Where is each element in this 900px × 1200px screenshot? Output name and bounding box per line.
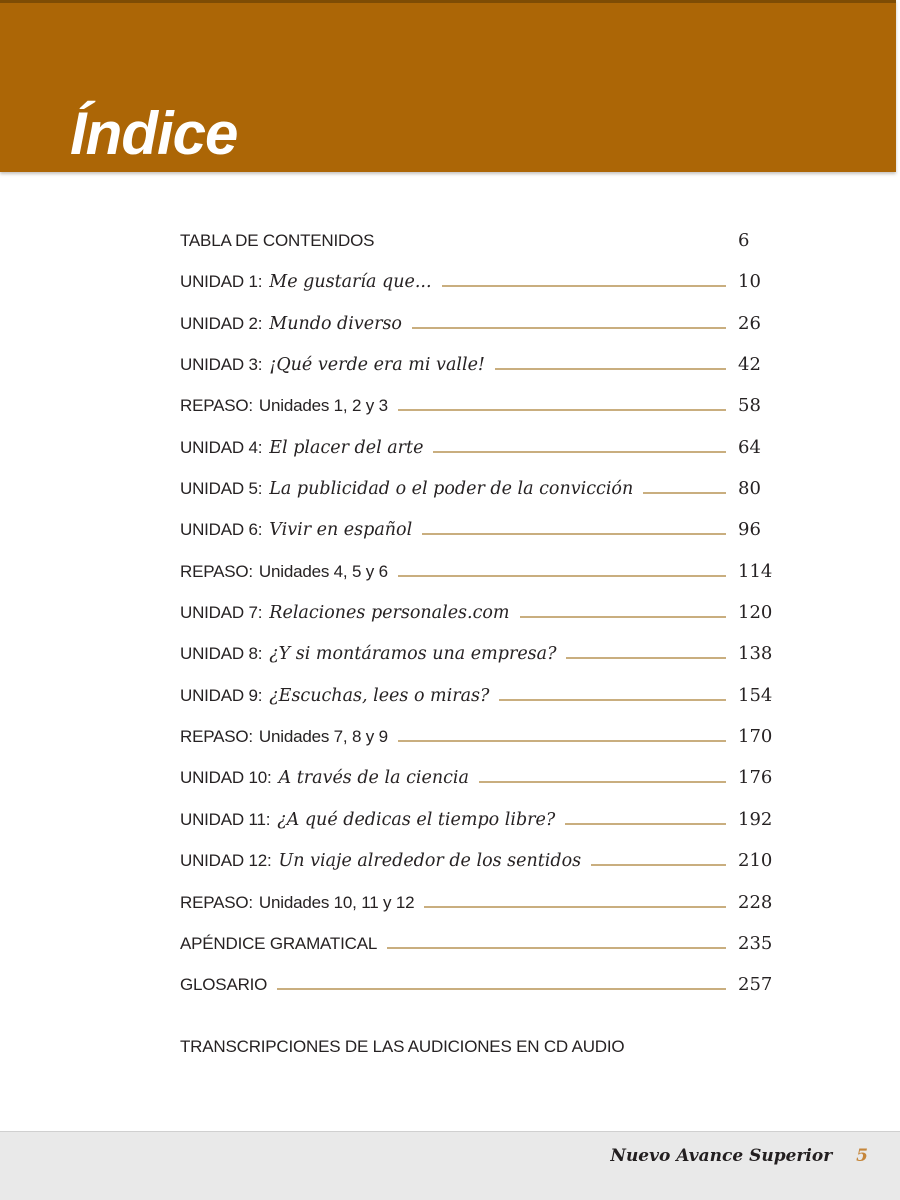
toc-entry-label: REPASO: [180, 396, 253, 416]
toc-entry-label: UNIDAD 3: [180, 355, 263, 375]
leader-line [495, 368, 726, 370]
toc-entry-title: Mundo diverso [269, 313, 402, 334]
toc-entry-label: UNIDAD 1: [180, 272, 263, 292]
toc-entry-label: REPASO: [180, 727, 253, 747]
toc-entry [180, 592, 780, 633]
toc-entry-page-number: 96 [738, 519, 761, 541]
leader-line [520, 616, 726, 618]
toc-entry-title: ¿Y si montáramos una empresa? [269, 644, 557, 665]
toc-entry-page-number: 58 [738, 395, 761, 417]
toc-entry-page-number: 64 [738, 436, 761, 458]
leader-line [422, 533, 726, 535]
toc-entry-title: Unidades 1, 2 y 3 [258, 396, 388, 416]
leader-line [277, 988, 726, 990]
toc-entry-page-number: 176 [738, 767, 773, 789]
toc-entry-label: UNIDAD 10: [180, 768, 272, 788]
toc-entry-title: La publicidad o el poder de la convicción [269, 479, 634, 500]
toc-entry-page-number: 6 [738, 230, 750, 251]
toc-entry [180, 716, 780, 757]
table-of-contents [180, 172, 780, 1067]
toc-footnote: TRANSCRIPCIONES DE LAS AUDICIONES EN CD AUDIO [180, 1036, 625, 1056]
toc-entry-title: Unidades 7, 8 y 9 [258, 727, 388, 747]
toc-entry-label: UNIDAD 9: [180, 685, 263, 705]
toc-entry [180, 509, 780, 550]
leader-line [398, 409, 726, 411]
toc-entry-page-number: 26 [738, 312, 761, 334]
leader-line [433, 451, 726, 453]
toc-entry [180, 882, 780, 923]
toc-entry [180, 757, 780, 798]
leader-line [398, 575, 726, 577]
leader-line [424, 906, 726, 908]
toc-entry-title: ¿A qué dedicas el tiempo libre? [277, 809, 556, 830]
toc-entry [180, 261, 780, 302]
toc-entry-page-number: 154 [738, 684, 773, 706]
toc-entry [180, 923, 780, 964]
toc-entry [180, 220, 780, 261]
leader-line [398, 740, 726, 742]
toc-entry-label: TABLA DE CONTENIDOS [180, 231, 375, 250]
header-band [0, 0, 896, 172]
leader-line [412, 327, 726, 329]
toc-entry [180, 633, 780, 674]
leader-line [643, 492, 726, 494]
leader-line [499, 699, 726, 701]
toc-entry-label: UNIDAD 8: [180, 644, 263, 664]
toc-entry-page-number: 138 [738, 643, 773, 665]
toc-entry [180, 303, 780, 344]
toc-entry-label: GLOSARIO [180, 975, 268, 995]
leader-line [479, 781, 726, 783]
leader-line [566, 657, 726, 659]
leader-line [591, 864, 726, 866]
toc-entry-label: UNIDAD 6: [180, 520, 263, 540]
toc-entry-label: APÉNDICE GRAMATICAL [180, 933, 378, 953]
page-title: Índice [70, 100, 238, 167]
toc-entry-label: UNIDAD 4: [180, 437, 263, 457]
toc-entry [180, 799, 780, 840]
toc-entry-title: Me gustaría que... [269, 272, 432, 293]
toc-entry-page-number: 120 [738, 602, 773, 624]
leader-line [442, 285, 726, 287]
toc-entry-label: UNIDAD 2: [180, 313, 263, 333]
toc-entry [180, 551, 780, 592]
toc-entry-title: ¿Escuchas, lees o miras? [269, 685, 490, 706]
footer-page-number: 5 [856, 1146, 868, 1166]
toc-entry-page-number: 80 [738, 478, 761, 500]
toc-entry [180, 427, 780, 468]
toc-entry-page-number: 42 [738, 354, 761, 376]
toc-entry-label: UNIDAD 12: [180, 851, 272, 871]
toc-entry-page-number: 10 [738, 271, 761, 293]
toc-entry-title: Unidades 4, 5 y 6 [258, 561, 388, 581]
toc-entry [180, 840, 780, 881]
toc-entry-title: A través de la ciencia [278, 768, 469, 789]
toc-entry-title: El placer del arte [269, 437, 424, 458]
toc-entry [180, 964, 780, 1005]
toc-entry-title: Vivir en español [269, 520, 413, 541]
toc-entry [180, 675, 780, 716]
toc-entry-page-number: 114 [738, 560, 773, 582]
page-footer [0, 1131, 900, 1200]
toc-entry-page-number: 235 [738, 932, 773, 954]
leader-line [387, 947, 726, 949]
toc-entry-label: UNIDAD 7: [180, 603, 263, 623]
toc-entry [180, 468, 780, 509]
toc-entry-title: Relaciones personales.com [269, 603, 510, 624]
toc-entry-page-number: 210 [738, 850, 773, 872]
toc-entry [180, 385, 780, 426]
toc-entry-title: Unidades 10, 11 y 12 [258, 892, 415, 912]
leader-line [565, 823, 726, 825]
toc-entry-title: ¡Qué verde era mi valle! [269, 355, 485, 376]
toc-entry-label: UNIDAD 11: [180, 809, 271, 829]
book-title: Nuevo Avance Superior [610, 1146, 833, 1166]
toc-entry [180, 344, 780, 385]
toc-entry-page-number: 228 [738, 891, 773, 913]
toc-entry-page-number: 192 [738, 808, 773, 830]
toc-entry-label: REPASO: [180, 892, 253, 912]
toc-entry-label: REPASO: [180, 561, 253, 581]
toc-entry-page-number: 170 [738, 726, 773, 748]
toc-entry-label: UNIDAD 5: [180, 479, 263, 499]
toc-entry-title: Un viaje alrededor de los sentidos [278, 851, 582, 872]
toc-list [180, 220, 780, 1006]
toc-entry-page-number: 257 [738, 974, 773, 996]
